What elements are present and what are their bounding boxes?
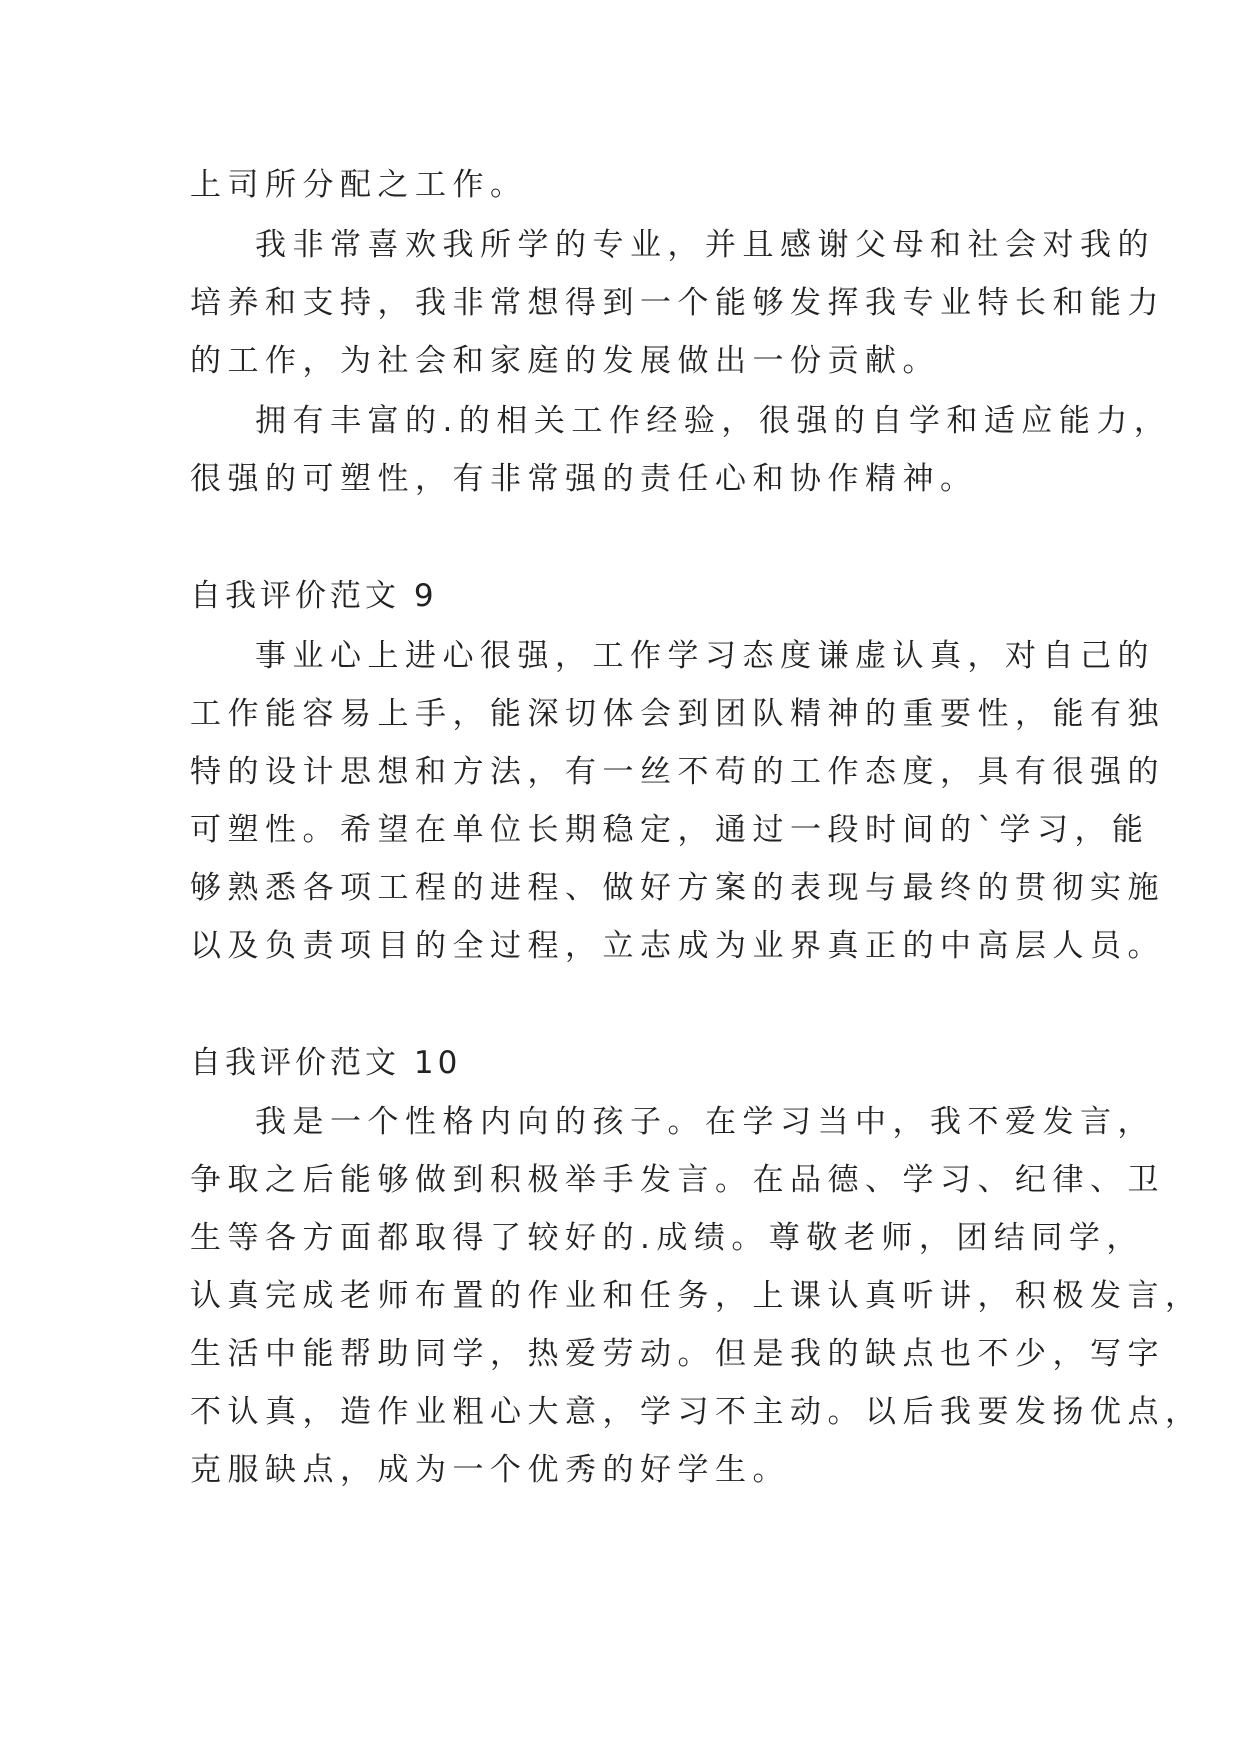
paragraph-line: 够熟悉各项工程的进程、做好方案的表现与最终的贯彻实施 [190,870,1165,906]
paragraph-line: 很强的可塑性，有非常强的责任心和协作精神。 [190,461,978,497]
paragraph-line: 认真完成老师布置的作业和任务，上课认真听讲，积极发言， [190,1278,1203,1314]
paragraph-line: 争取之后能够做到积极举手发言。在品德、学习、纪律、卫 [190,1162,1165,1198]
paragraph-line: 不认真，造作业粗心大意，学习不主动。以后我要发扬优点， [190,1394,1203,1430]
section-heading: 自我评价范文 9 [190,578,438,614]
paragraph-line: 克服缺点，成为一个优秀的好学生。 [190,1452,790,1488]
paragraph-line: 上司所分配之工作。 [190,167,528,203]
section-heading: 自我评价范文 10 [190,1045,462,1081]
paragraph-line: 事业心上进心很强，工作学习态度谦虚认真，对自己的 [255,638,1155,674]
paragraph-line: 以及负责项目的全过程，立志成为业界真正的中高层人员。 [190,928,1165,964]
paragraph-line: 的工作，为社会和家庭的发展做出一份贡献。 [190,343,940,379]
paragraph-line: 生等各方面都取得了较好的.成绩。尊敬老师，团结同学， [190,1220,1144,1256]
paragraph-line: 拥有丰富的.的相关工作经验，很强的自学和适应能力， [255,403,1172,439]
paragraph-line: 我是一个性格内向的孩子。在学习当中，我不爱发言， [255,1104,1155,1140]
paragraph-line: 培养和支持，我非常想得到一个能够发挥我专业特长和能力 [190,285,1165,321]
paragraph-line: 可塑性。希望在单位长期稳定，通过一段时间的`学习，能 [190,812,1150,848]
paragraph-line: 生活中能帮助同学，热爱劳动。但是我的缺点也不少，写字 [190,1336,1165,1372]
paragraph-line: 特的设计思想和方法，有一丝不苟的工作态度，具有很强的 [190,754,1165,790]
paragraph-line: 工作能容易上手，能深切体会到团队精神的重要性，能有独 [190,696,1165,732]
paragraph-line: 我非常喜欢我所学的专业，并且感谢父母和社会对我的 [255,227,1155,263]
